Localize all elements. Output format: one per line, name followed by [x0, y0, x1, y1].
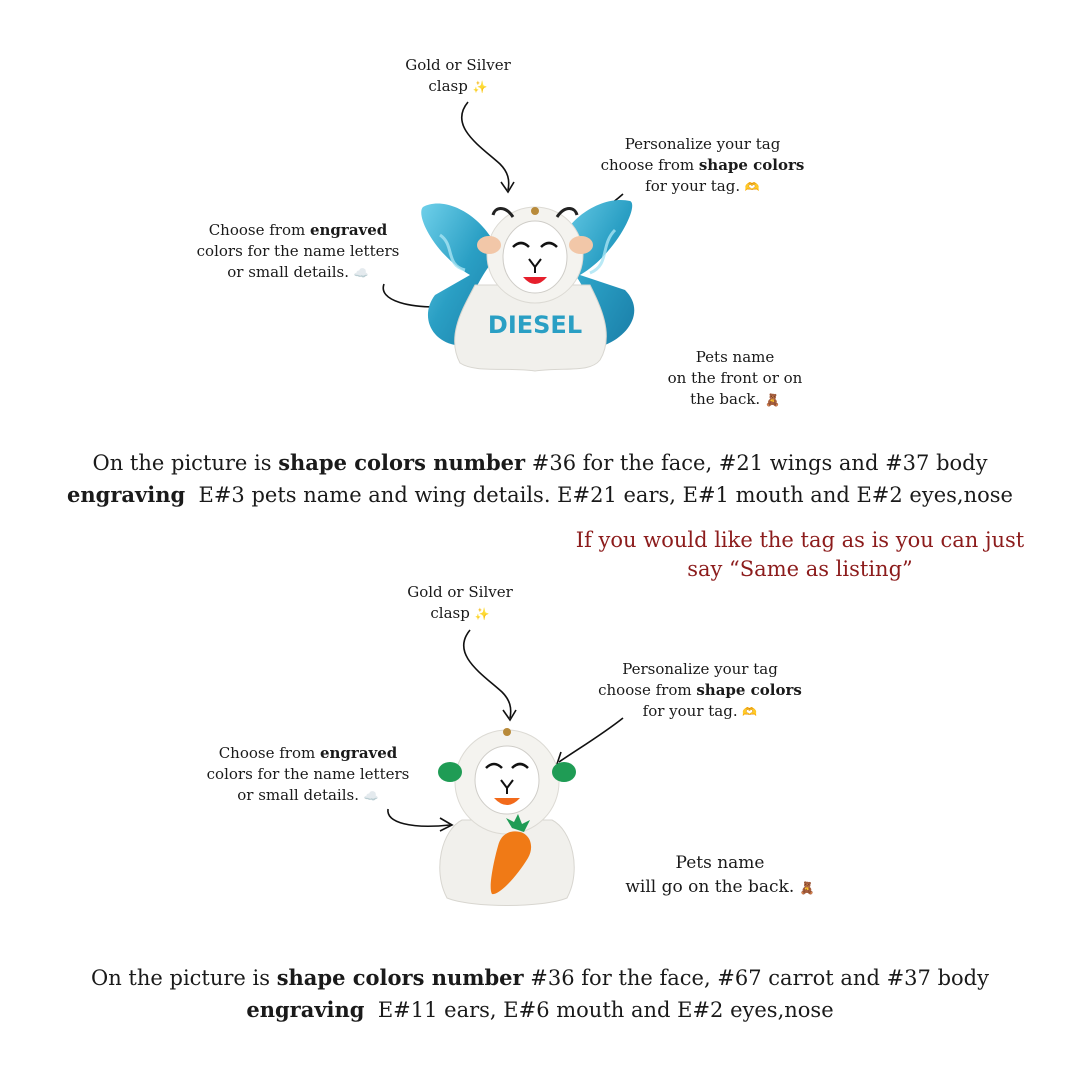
top-clasp-line2: clasp: [428, 77, 468, 95]
bottom-personalize-pre: choose from: [598, 681, 697, 699]
heart-hands-icon: 🫶: [742, 705, 758, 719]
heart-hands-icon: 🫶: [744, 180, 760, 194]
cloud-icon: ☁️: [363, 789, 379, 803]
bottom-personalize-bold: shape colors: [696, 681, 802, 699]
top-personalize-line3: for your tag.: [645, 177, 741, 195]
bottom-engraved-pre: Choose from: [218, 744, 320, 762]
top-clasp-arrow: [450, 96, 530, 196]
top-tag-image: [415, 195, 655, 395]
bottom-clasp-note: [390, 582, 530, 625]
top-caption-rest1: #36 for the face, #21 wings and #37 body: [525, 451, 988, 475]
top-petsname-line3: the back.: [690, 390, 761, 408]
top-engraved-line3: or small details.: [227, 263, 349, 281]
bottom-caption: [0, 962, 1080, 1026]
same-as-listing-line2: say “Same as listing”: [687, 557, 913, 581]
top-personalize-note: [585, 134, 820, 198]
top-petsname-note: [650, 347, 820, 411]
top-personalize-line1: Personalize your tag: [624, 135, 781, 153]
bottom-caption-bold2: engraving: [246, 997, 365, 1022]
bottom-tag-image: [432, 720, 582, 910]
top-petsname-line1: Pets name: [695, 348, 775, 366]
bottom-engraved-line3: or small details.: [237, 786, 359, 804]
bottom-petsname-note: [625, 851, 815, 900]
cloud-icon: ☁️: [353, 266, 369, 280]
top-caption: [0, 447, 1080, 511]
top-engraved-bold: engraved: [309, 221, 388, 239]
top-engraved-pre: Choose from: [208, 221, 310, 239]
top-caption-pre: On the picture is: [92, 451, 279, 475]
bottom-clasp-arrow: [452, 624, 532, 724]
top-engraved-note: [183, 220, 413, 284]
top-petsname-line2: on the front or on: [667, 369, 803, 387]
bottom-engraved-bold: engraved: [319, 744, 398, 762]
bottom-caption-rest1: #36 for the face, #67 carrot and #37 body: [523, 966, 989, 990]
top-caption-rest2: E#3 pets name and wing details. E#21 ears, E#1 mouth and E#2 eyes,nose: [185, 483, 1013, 507]
same-as-listing-note: [560, 526, 1040, 584]
top-personalize-pre: choose from: [600, 156, 699, 174]
teddy-bear-icon: 🧸: [799, 881, 815, 895]
top-clasp-note: [388, 55, 528, 98]
top-engraved-line2: colors for the name letters: [196, 242, 400, 260]
bottom-caption-bold1: shape colors number: [276, 965, 524, 990]
bottom-personalize-line3: for your tag.: [642, 702, 738, 720]
top-personalize-bold: shape colors: [698, 156, 805, 174]
bottom-caption-pre: On the picture is: [91, 966, 277, 990]
bottom-petsname-line2: will go on the back.: [625, 877, 795, 897]
bottom-personalize-line1: Personalize your tag: [622, 660, 778, 678]
top-clasp-line1: Gold or Silver: [405, 56, 511, 74]
bottom-petsname-line1: Pets name: [675, 853, 765, 873]
top-tag-name: DIESEL: [487, 311, 583, 339]
teddy-bear-icon: 🧸: [764, 393, 780, 407]
bottom-engraved-line2: colors for the name letters: [206, 765, 410, 783]
same-as-listing-line1: If you would like the tag as is you can just: [575, 528, 1025, 552]
sparkles-icon: ✨: [474, 607, 490, 621]
bottom-engraved-note: [193, 743, 423, 807]
bottom-caption-rest2: E#11 ears, E#6 mouth and E#2 eyes,nose: [364, 998, 834, 1022]
top-caption-bold2: engraving: [67, 482, 186, 507]
bottom-clasp-line1: Gold or Silver: [407, 583, 513, 601]
sparkles-icon: ✨: [472, 80, 488, 94]
bottom-clasp-line2: clasp: [430, 604, 470, 622]
top-caption-bold1: shape colors number: [278, 450, 526, 475]
